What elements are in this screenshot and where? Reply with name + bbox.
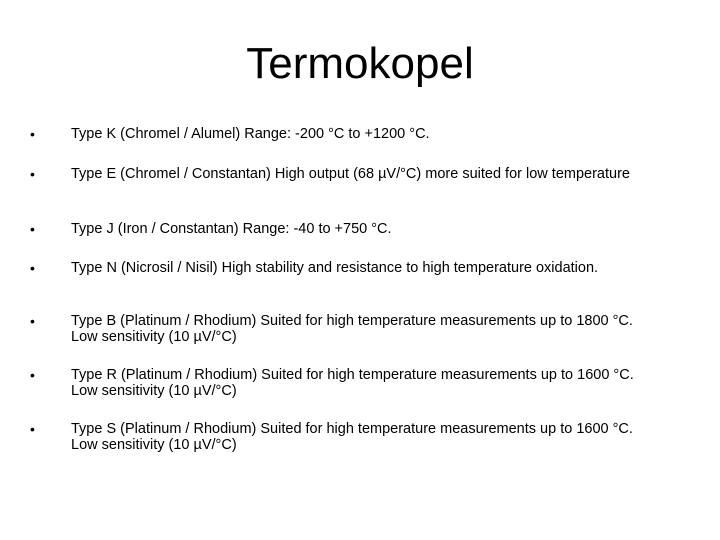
thermocouple-type-name: Type N (Nicrosil / Nisil) xyxy=(71,260,218,276)
list-item-type-e xyxy=(30,166,660,182)
thermocouple-type-name: Type K (Chromel / Alumel) xyxy=(71,126,241,142)
list-item-type-k xyxy=(30,126,660,142)
list-item-text xyxy=(71,260,660,276)
list-item-type-s xyxy=(30,421,660,453)
thermocouple-description: Range: -200 °C to +1200 °C. xyxy=(240,126,430,142)
bullet-icon: • xyxy=(30,221,35,237)
thermocouple-type-name: Type R (Platinum / Rhodium) xyxy=(71,367,258,383)
bullet-icon: • xyxy=(30,421,35,437)
thermocouple-type-name: Type S (Platinum / Rhodium) xyxy=(71,421,257,437)
thermocouple-description: Suited for high temperature measurements up to 1800 °C. Low sensitivity (10 µV/°C) xyxy=(71,313,633,345)
list-item-type-r xyxy=(30,367,660,399)
bullet-icon: • xyxy=(30,260,35,276)
list-item-type-j xyxy=(30,221,660,237)
list-item-type-n xyxy=(30,260,660,276)
bullet-icon: • xyxy=(30,166,35,182)
bullet-icon: • xyxy=(30,367,35,383)
thermocouple-description: Range: -40 to +750 °C. xyxy=(238,221,392,237)
thermocouple-type-name: Type J (Iron / Constantan) xyxy=(71,221,239,237)
list-item-text xyxy=(71,313,660,345)
thermocouple-type-name: Type B (Platinum / Rhodium) xyxy=(71,313,257,329)
thermocouple-description: Suited for high temperature measurements up to 1600 °C. Low sensitivity (10 µV/°C) xyxy=(71,367,634,399)
list-item-text xyxy=(71,221,660,237)
bullet-icon: • xyxy=(30,313,35,329)
thermocouple-description: Suited for high temperature measurements up to 1600 °C. Low sensitivity (10 µV/°C) xyxy=(71,421,633,453)
thermocouple-type-name: Type E (Chromel / Constantan) xyxy=(71,166,271,182)
list-item-text xyxy=(71,126,660,142)
thermocouple-description: High output (68 µV/°C) more suited for low temperature xyxy=(270,166,630,182)
bullet-icon: • xyxy=(30,126,35,142)
list-item-text xyxy=(71,166,660,182)
slide-title: Termokopel xyxy=(246,39,474,88)
thermocouple-description: High stability and resistance to high temperature oxidation. xyxy=(217,260,599,276)
list-item-type-b xyxy=(30,313,660,345)
list-item-text xyxy=(71,421,660,453)
list-item-text xyxy=(71,367,660,399)
